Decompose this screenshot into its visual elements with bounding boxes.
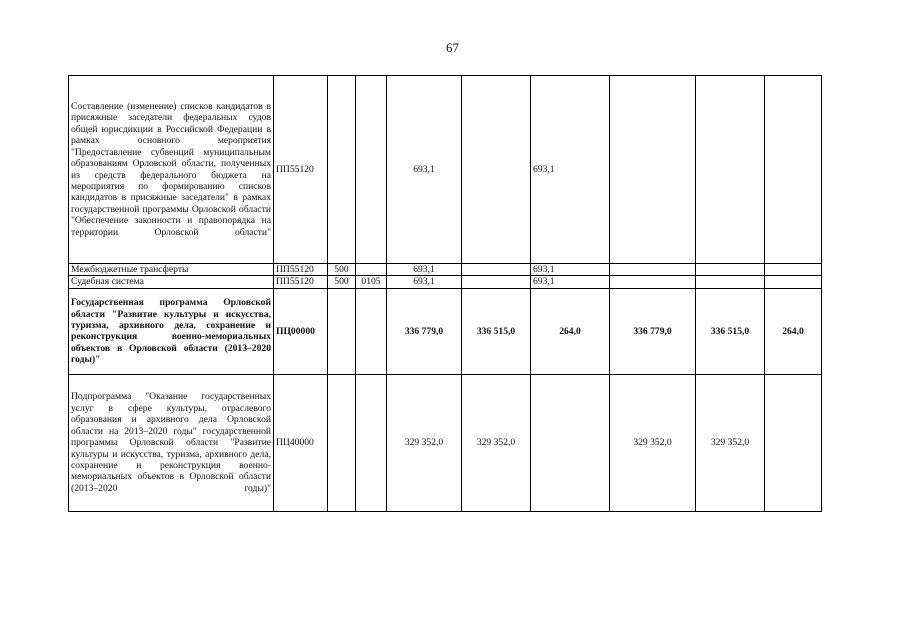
amount-cell: 264,0 [531,288,610,374]
page-number: 67 [446,40,459,55]
table-row [69,76,822,264]
section-cell [356,76,387,264]
amount-cell [696,76,765,264]
row-name-cell: Подпрограмма "Оказание государственных услуг в сфере культуры, отраслевого образования и архивного дела Орловской области на 2013–2020 годы" государственной программы Орловской области "Развитие культуры и искусства, туризма, архивного дела, сохранение и реконструкция военно-мемориальных объектов в Орловской области (2013–2020 годы)" [69,374,274,511]
amount-cell: 693,1 [387,264,462,276]
amount-cell: 693,1 [531,276,610,288]
amount-cell: 264,0 [765,288,822,374]
amount-cell [696,276,765,288]
target-code-cell: ПП55120 [274,276,328,288]
budget-table [68,75,822,512]
amount-cell: 336 515,0 [462,288,531,374]
expense-type-cell: 500 [328,264,356,276]
amount-cell [765,76,822,264]
amount-cell: 693,1 [531,264,610,276]
row-name-cell: Составление (изменение) списков кандидатов в присяжные заседатели федеральных судов общей юрисдикции в Российской Федерации в рамках основного мероприятия "Предоставление субвенций муниципальным образованиям Орловской области, полученных из средств федерального бюджета на мероприятия по формированию списков кандидатов в присяжные заседатели" в рамках государственной программы Орловской области "Обеспечение законности и правопорядка на территории Орловской области" [69,76,274,264]
expense-type-cell [328,76,356,264]
amount-cell: 329 352,0 [696,374,765,511]
amount-cell [531,374,610,511]
section-cell: 0105 [356,276,387,288]
amount-cell: 336 779,0 [610,288,696,374]
amount-cell [610,76,696,264]
target-code-cell: ПП55120 [274,76,328,264]
amount-cell [765,264,822,276]
amount-cell: 336 515,0 [696,288,765,374]
amount-cell: 329 352,0 [610,374,696,511]
section-cell [356,374,387,511]
section-cell [356,264,387,276]
table-row [69,288,822,374]
target-code-cell: ПЦ40000 [274,374,328,511]
table-row [69,264,822,276]
amount-cell [610,276,696,288]
amount-cell [462,76,531,264]
amount-cell [610,264,696,276]
row-name-cell: Судебная система [69,276,274,288]
row-name-cell: Государственная программа Орловской области "Развитие культуры и искусства, туризма, архивного дела, сохранение и реконструкция военно-мемориальных объектов в Орловской области (2013–2020 годы)" [69,288,274,374]
section-cell [356,288,387,374]
amount-cell [765,374,822,511]
amount-cell [696,264,765,276]
amount-cell: 329 352,0 [462,374,531,511]
amount-cell: 329 352,0 [387,374,462,511]
amount-cell: 336 779,0 [387,288,462,374]
table-row [69,276,822,288]
table-row [69,374,822,511]
row-name-cell: Межбюджетные трансферты [69,264,274,276]
target-code-cell: ПП55120 [274,264,328,276]
amount-cell: 693,1 [387,76,462,264]
amount-cell [462,276,531,288]
amount-cell: 693,1 [387,276,462,288]
amount-cell [462,264,531,276]
expense-type-cell: 500 [328,276,356,288]
amount-cell [765,276,822,288]
expense-type-cell [328,374,356,511]
expense-type-cell [328,288,356,374]
target-code-cell: ПЦ00000 [274,288,328,374]
amount-cell: 693,1 [531,76,610,264]
